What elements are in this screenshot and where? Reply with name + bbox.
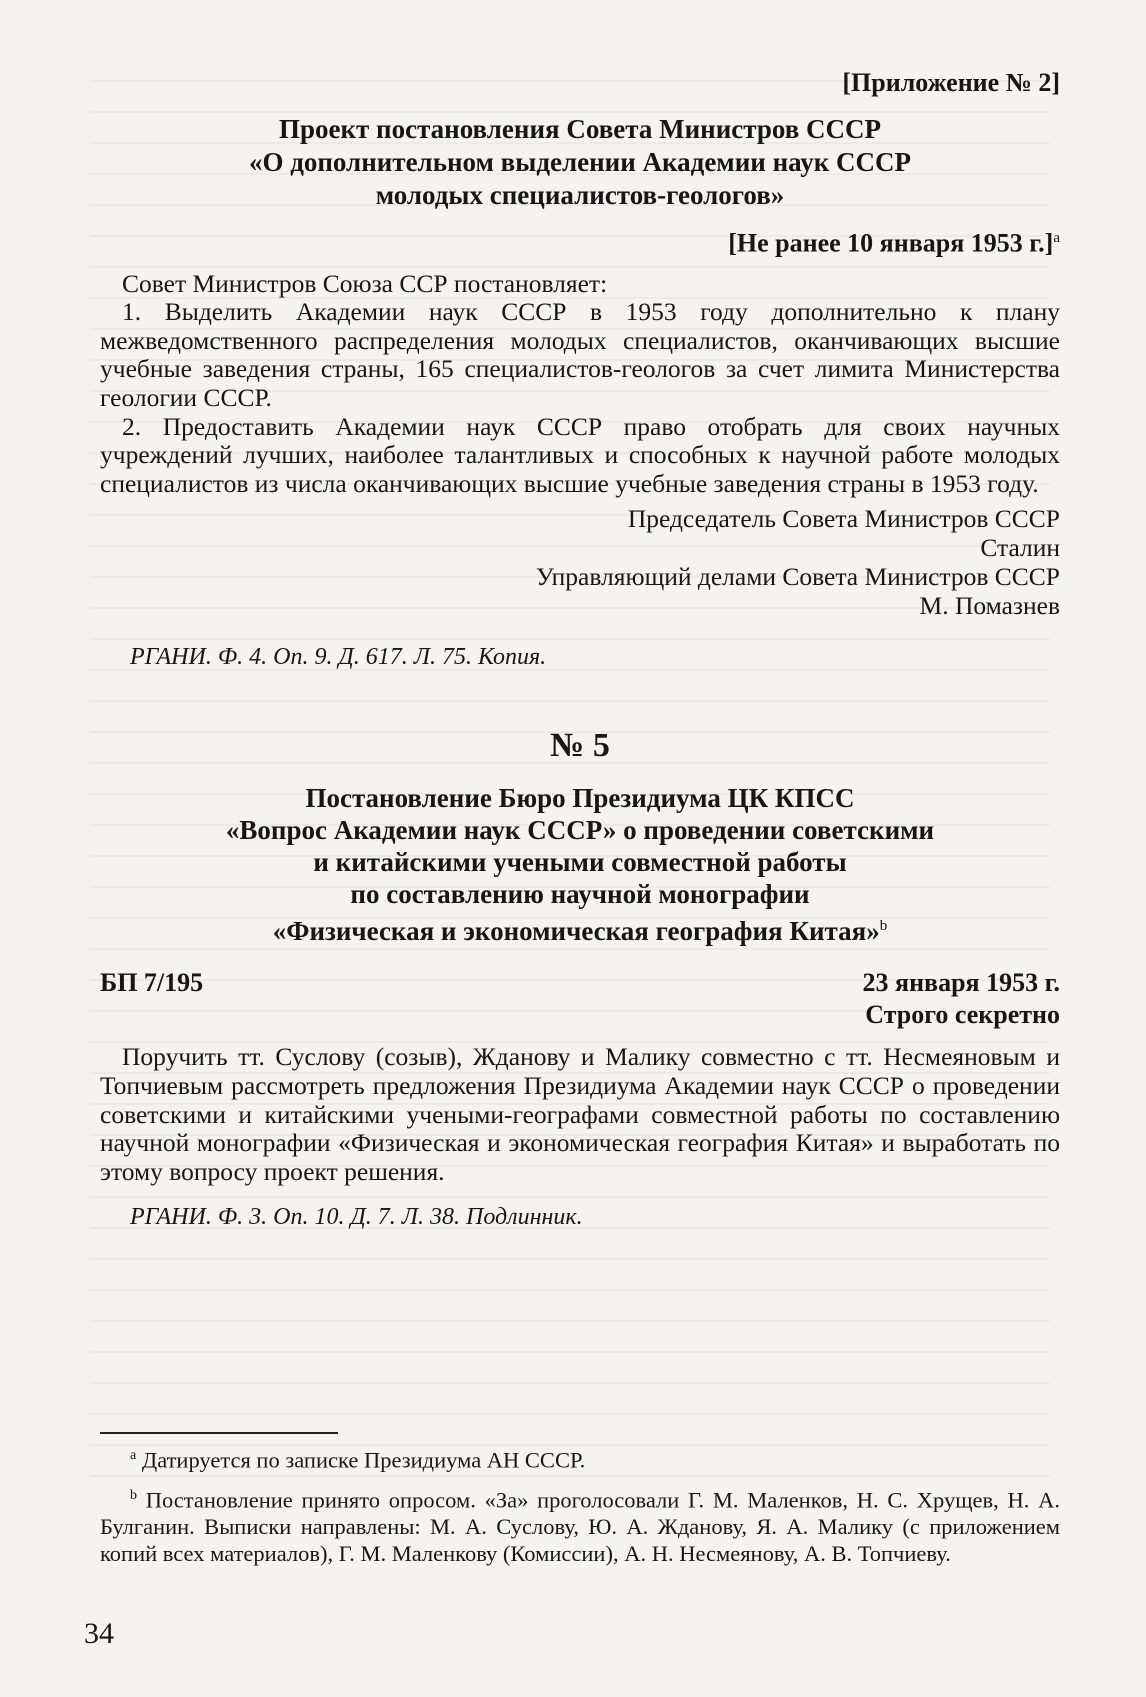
signature-title: Управляющий делами Совета Министров СССР <box>535 562 1060 592</box>
appendix-label: [Приложение № 2] <box>842 68 1060 97</box>
doc2-title-line: и китайскими учеными совместной работы <box>313 847 847 878</box>
footnote-marker: a <box>130 1448 137 1464</box>
doc2-classification: Строго секретно <box>865 1000 1060 1030</box>
doc2-title <box>100 782 1060 947</box>
footnote-b <box>100 1482 1060 1568</box>
doc1-title-line: молодых специалистов-геологов» <box>375 180 785 210</box>
doc2-date: 23 января 1953 г. <box>862 968 1060 998</box>
doc1-paragraph: 2. Предоставить Академии наук СССР право отобрать для своих научных учреждений лучших, наиболее талантливых и способных к научной работе молодых специалистов из числа оканчивающих высшие учебные заведения страны в 1953 году. <box>100 411 1060 498</box>
doc1-title <box>100 113 1060 212</box>
doc2-title-line <box>100 910 1060 947</box>
page-number: 34 <box>84 1617 114 1650</box>
doc1-date-text: [Не ранее 10 января 1953 г.] <box>728 228 1054 258</box>
footnote-divider <box>100 1432 338 1434</box>
doc2-title-line: «Вопрос Академии наук СССР» о проведении советскими <box>225 815 935 846</box>
signature-name: Сталин <box>980 533 1060 563</box>
doc2-title-line: по составлению научной монографии <box>350 879 810 910</box>
doc2-body: Поручить тт. Суслову (созыв), Жданову и Малику совместно с тт. Несмеяновым и Топчиевым рассмотреть предложения Президиума Академии наук СССР о проведении советскими и китайскими учеными-географами совместной работы по составлению научной монографии «Физическая и экономическая география Китая» и выработать по этому вопросу проект решения. <box>100 1042 1060 1186</box>
doc2-number: № 5 <box>550 727 610 765</box>
footnote-ref-a: a <box>1053 230 1060 246</box>
doc2-archive-source: РГАНИ. Ф. 3. Оп. 10. Д. 7. Л. 38. Подлинник. <box>130 1204 583 1231</box>
doc1-preamble: Совет Министров Союза ССР постановляет: <box>122 268 608 298</box>
doc1-title-line: Проект постановления Совета Министров СССР <box>278 114 882 144</box>
signature-title: Председатель Совета Министров СССР <box>627 504 1060 534</box>
doc1-paragraph: 1. Выделить Академии наук СССР в 1953 году дополнительно к плану межведомственного распределения молодых специалистов, оканчивающих высшие учебные заведения страны, 165 специалистов-геологов за счет лимита Министерства геологии СССР. <box>100 297 1060 413</box>
doc1-archive-source: РГАНИ. Ф. 4. Оп. 9. Д. 617. Л. 75. Копия. <box>130 644 547 671</box>
doc2-title-line: Постановление Бюро Президиума ЦК КПСС <box>305 783 855 814</box>
doc1-title-line: «О дополнительном выделении Академии наук СССР <box>248 147 912 177</box>
doc2-protocol: БП 7/195 <box>100 968 204 998</box>
doc1-date <box>100 222 1060 260</box>
doc2-title-last: «Физическая и экономическая география Китая» <box>272 916 880 947</box>
footnote-ref-b: b <box>879 918 888 935</box>
signature-name: М. Помазнев <box>919 591 1060 621</box>
footnote-a <box>100 1442 1060 1474</box>
footnote-text: Датируется по записке Президиума АН СССР. <box>141 1447 586 1473</box>
page-content <box>100 66 1060 1567</box>
doc1-signatures <box>100 504 1060 620</box>
footnote-text: Постановление принято опросом. «За» проголосовали Г. М. Маленков, Н. С. Хрущев, Н. А. Булганин. Выписки направлены: М. А. Суслову, Ю. А. Жданову, Я. А. Малику (с приложением копий всех материалов), Г. М. Маленкову (Комиссии), А. Н. Несмеянову, А. В. Топчиеву. <box>100 1487 1060 1567</box>
footnote-marker: b <box>130 1487 137 1503</box>
doc2-meta-row <box>100 967 1060 999</box>
